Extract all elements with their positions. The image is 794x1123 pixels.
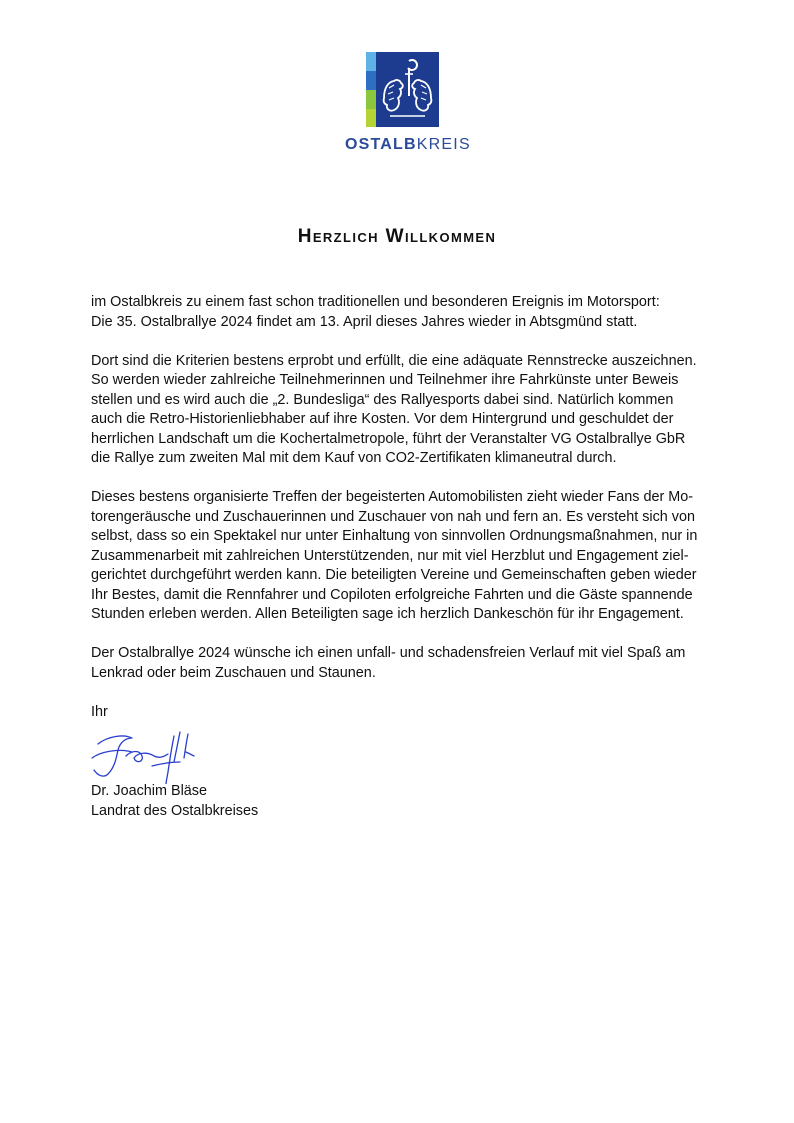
paragraph-2 [91, 352, 731, 469]
paragraph-3 [91, 488, 731, 625]
text-line: Dieses bestens organisierte Treffen der begeisterten Automobilisten zieht wieder Fans der Mo- [91, 489, 694, 505]
signatory-title: Landrat des Ostalbkreises [91, 802, 259, 819]
text-line: selbst, dass so ein Spektakel nur unter Einhaltung von sinnvollen Ordnungsmaßnahmen, nur in [91, 528, 698, 544]
paragraph-1 [91, 293, 731, 332]
text-line: herrlichen Landschaft um die Kochertalmetropole, führt der Veranstalter VG Ostalbrallye GbR [91, 430, 686, 447]
logo-field [376, 52, 439, 127]
text-line: Zusammenarbeit mit zahlreichen Unterstützenden, nur mit viel Herzblut und Engagement ziel- [91, 547, 689, 564]
logo-text-bold: OSTALB [345, 136, 417, 153]
text-line: gerichtet durchgeführt werden kann. Die beteiligten Vereine und Gemeinschaften geben wieder [91, 567, 697, 583]
text-line: So werden wieder zahlreiche Teilnehmerinnen und Teilnehmer ihre Fahrkünste unter Beweis [91, 372, 679, 388]
text-line: Die 35. Ostalbrallye 2024 findet am 13. April dieses Jahres wieder in Abtsgmünd statt. [91, 313, 638, 330]
signatory-name: Dr. Joachim Bläse [91, 783, 207, 799]
text-line: Stunden erleben werden. Allen Beteiligten sage ich herzlich Dankeschön für ihr Engagement. [91, 606, 684, 622]
text-line: Dort sind die Kriterien bestens erprobt und erfüllt, die eine adäquate Rennstrecke auszeichnen. [91, 352, 697, 369]
logo-wordmark [345, 136, 471, 154]
text-line: torengeräusche und Zuschauerinnen und Zuschauer von nah und fern an. Es versteht sich von [91, 508, 695, 525]
signatory-block [91, 782, 258, 821]
text-line: Ihr Bestes, damit die Rennfahrer und Copiloten erfolgreiche Fahrten und die Gäste spannende [91, 586, 693, 603]
coat-of-arms-icon [366, 52, 439, 127]
logo-color-stripes [366, 52, 376, 127]
handwritten-signature-icon [88, 722, 218, 784]
letter-body [91, 293, 731, 703]
logo-text-light: KREIS [416, 136, 471, 153]
page-title: Herzlich Willkommen [297, 226, 497, 247]
text-line: im Ostalbkreis zu einem fast schon traditionellen und besonderen Ereignis im Motorsport: [91, 294, 660, 310]
griffin-emblem-icon [376, 52, 439, 127]
text-line: stellen und es wird auch die „2. Bundesliga“ des Rallyesports dabei sind. Natürlich kommen [91, 391, 674, 408]
text-line: Der Ostalbrallye 2024 wünsche ich einen unfall- und schadensfreien Verlauf mit viel Spaß am [91, 645, 686, 661]
text-line: die Rallye zum zweiten Mal mit dem Kauf von CO2-Zertifikaten klimaneutral durch. [91, 450, 617, 466]
text-line: Lenkrad oder beim Zuschauen und Staunen. [91, 664, 376, 681]
closing-salutation: Ihr [91, 704, 108, 720]
text-line: auch die Retro-Historienliebhaber auf ihre Kosten. Vor dem Hintergrund und geschuldet der [91, 411, 674, 427]
paragraph-4 [91, 644, 731, 683]
